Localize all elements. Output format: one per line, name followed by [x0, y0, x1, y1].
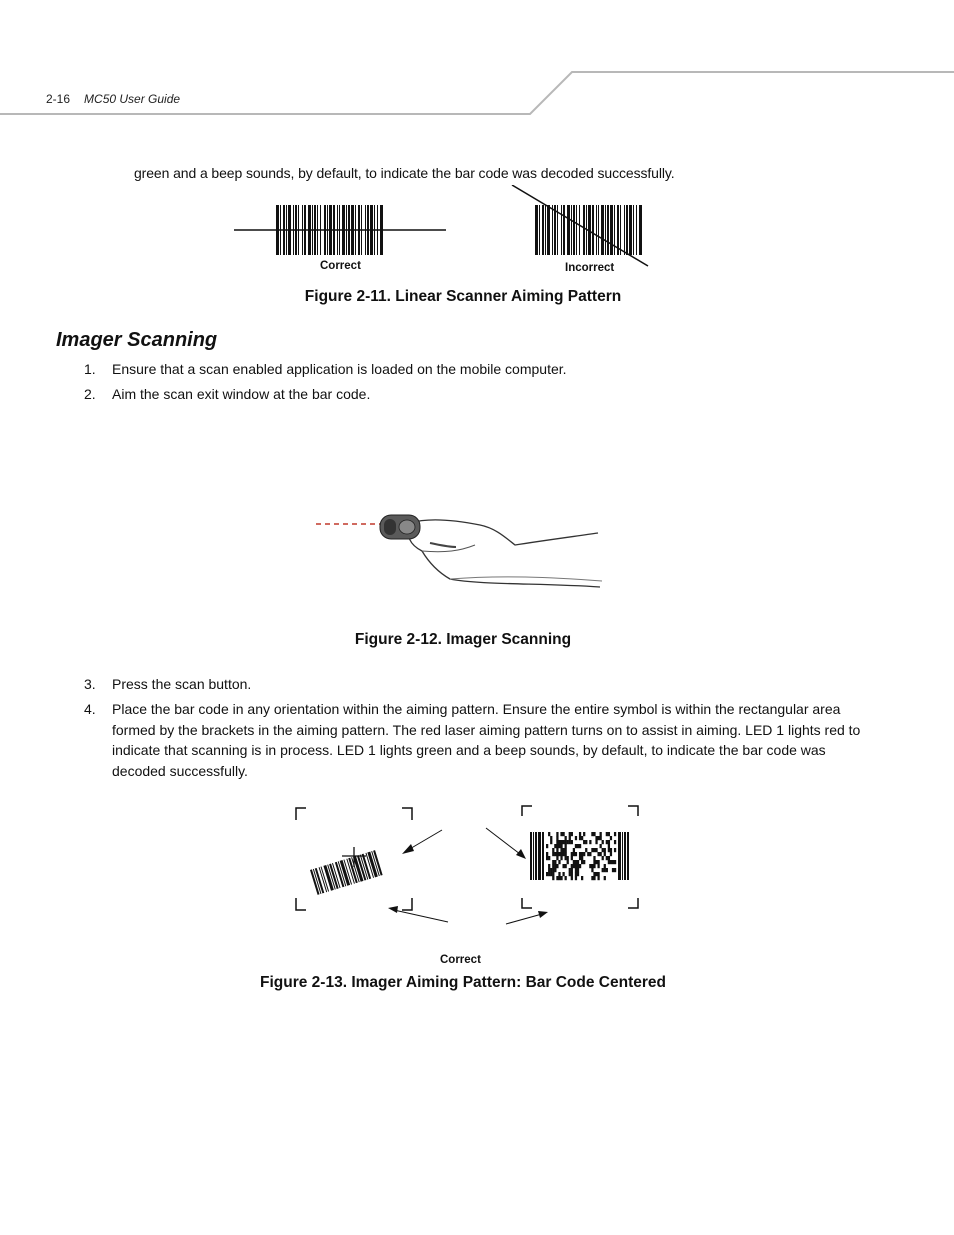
step-text: Aim the scan exit window at the bar code.	[112, 386, 371, 402]
step-number: 2.	[84, 386, 96, 402]
barcode-module	[597, 860, 599, 864]
barcode-module	[569, 836, 571, 840]
barcode-module	[562, 864, 564, 868]
barcode-module	[583, 860, 585, 864]
barcode-module	[552, 852, 554, 856]
step-number: 3.	[84, 676, 96, 692]
barcode-module	[577, 860, 579, 864]
label-correct-imager: Correct	[440, 954, 481, 966]
label-correct: Correct	[320, 260, 361, 272]
step-2	[84, 384, 874, 405]
step-number: 4.	[84, 701, 96, 717]
barcode-module	[560, 876, 562, 880]
barcode-module	[575, 868, 577, 872]
barcode-bar	[573, 205, 575, 255]
barcode-module	[558, 844, 560, 848]
barcode-module	[556, 856, 558, 860]
barcode-module	[565, 852, 567, 856]
barcode-bar	[533, 832, 534, 880]
barcode-module	[575, 876, 577, 880]
barcode-module	[571, 840, 573, 844]
barcode-module	[556, 848, 558, 852]
barcode-bar	[583, 205, 585, 255]
barcode-bar	[633, 205, 634, 255]
barcode-module	[612, 860, 614, 864]
page-number: 2-16	[46, 92, 71, 106]
barcode-module	[552, 868, 554, 872]
step-1	[84, 359, 874, 380]
barcode-module	[604, 852, 606, 856]
barcode-module	[579, 864, 581, 868]
barcode-bar	[561, 205, 562, 255]
barcode-module	[581, 836, 583, 840]
barcode-bar	[576, 205, 577, 255]
barcode-module	[548, 872, 550, 876]
barcode-module	[591, 864, 593, 868]
barcode-module	[581, 852, 583, 856]
barcode-module	[593, 856, 595, 860]
barcode-module	[577, 868, 579, 872]
barcode-module	[583, 852, 585, 856]
barcode-module	[593, 864, 595, 868]
barcode-module	[610, 836, 612, 840]
barcode-bar	[579, 205, 580, 255]
barcode-module	[585, 848, 587, 852]
barcode-module	[571, 864, 573, 868]
barcode-module	[591, 868, 593, 872]
barcode-bar	[596, 205, 597, 255]
barcode-bar	[538, 832, 541, 880]
barcode-module	[546, 872, 548, 876]
barcode-module	[579, 852, 581, 856]
step-text: Press the scan button.	[112, 676, 252, 692]
barcode-module	[548, 856, 550, 860]
barcode-module	[552, 864, 554, 868]
barcode-module	[602, 856, 604, 860]
barcode-module	[597, 852, 599, 856]
barcode-module	[575, 860, 577, 864]
scanner-device	[380, 515, 420, 539]
barcode-module	[546, 852, 548, 856]
barcode-module	[554, 844, 556, 848]
barcode-module	[595, 840, 597, 844]
barcode-module	[597, 864, 599, 868]
figure-11-caption: Figure 2-11. Linear Scanner Aiming Pattern	[304, 288, 622, 305]
barcode-module	[602, 848, 604, 852]
barcode-module	[593, 872, 595, 876]
barcode-module	[562, 852, 564, 856]
barcode-pdf417	[530, 832, 629, 880]
barcode-module	[600, 832, 602, 836]
barcode-module	[556, 852, 558, 856]
barcode-module	[575, 864, 577, 868]
barcode-bar	[610, 205, 613, 255]
barcode-module	[602, 868, 604, 872]
figure-12-caption: Figure 2-12. Imager Scanning	[354, 631, 572, 648]
barcode-module	[579, 836, 581, 840]
barcode-module	[593, 848, 595, 852]
figure-linear-aiming-pattern	[230, 185, 670, 280]
document-title: MC50 User Guide	[84, 92, 181, 106]
barcode-module	[573, 860, 575, 864]
barcode-module	[608, 860, 610, 864]
barcode-bar	[545, 205, 546, 255]
barcode-bar	[542, 832, 544, 880]
barcode-module	[612, 868, 614, 872]
barcode-bar	[567, 205, 570, 255]
barcode-rotated-linear	[310, 850, 383, 895]
barcode-module	[550, 840, 552, 844]
barcode-module	[577, 844, 579, 848]
barcode-module	[565, 836, 567, 840]
barcode-bar	[622, 832, 623, 880]
barcode-module	[569, 868, 571, 872]
barcode-module	[554, 864, 556, 868]
barcode-module	[560, 852, 562, 856]
barcode-module	[600, 836, 602, 840]
barcode-module	[560, 844, 562, 848]
barcode-module	[577, 872, 579, 876]
barcode-module	[595, 848, 597, 852]
barcode-module	[548, 868, 550, 872]
barcode-module	[583, 840, 585, 844]
barcode-module	[587, 852, 589, 856]
barcode-module	[550, 868, 552, 872]
barcode-module	[548, 864, 550, 868]
barcode-module	[606, 840, 608, 844]
barcode-module	[614, 832, 616, 836]
barcode-module	[579, 844, 581, 848]
barcode-module	[556, 844, 558, 848]
barcode-bar	[598, 205, 599, 255]
barcode-module	[571, 868, 573, 872]
barcode-bar	[618, 832, 621, 880]
barcode-module	[558, 872, 560, 876]
barcode-bar	[620, 205, 621, 255]
section-heading-imager-scanning: Imager Scanning	[56, 329, 218, 351]
barcode-module	[554, 852, 556, 856]
barcode-module	[571, 852, 573, 856]
barcode-module	[565, 864, 567, 868]
figure-imager-aiming-pattern	[290, 800, 650, 970]
barcode-module	[597, 872, 599, 876]
barcode-module	[606, 868, 608, 872]
barcode-module	[558, 860, 560, 864]
barcode-module	[562, 840, 564, 844]
barcode-module	[577, 864, 579, 868]
barcode-module	[575, 852, 577, 856]
intro-paragraph: green and a beep sounds, by default, to indicate the bar code was decoded successfully.	[134, 165, 675, 181]
barcode-module	[565, 848, 567, 852]
barcode-module	[614, 868, 616, 872]
barcode-module	[573, 864, 575, 868]
barcode-bar	[539, 205, 540, 255]
barcode-module	[606, 832, 608, 836]
barcode-module	[560, 856, 562, 860]
barcode-module	[604, 848, 606, 852]
barcode-module	[602, 840, 604, 844]
barcode-module	[593, 860, 595, 864]
barcode-module	[589, 864, 591, 868]
barcode-bar	[601, 205, 604, 255]
barcode-bar	[592, 205, 594, 255]
barcode-module	[571, 872, 573, 876]
barcode-module	[556, 864, 558, 868]
barcode-module	[546, 844, 548, 848]
barcode-module	[560, 848, 562, 852]
barcode-module	[610, 848, 612, 852]
barcode-module	[604, 876, 606, 880]
barcode-module	[556, 832, 558, 836]
barcode-module	[608, 856, 610, 860]
barcode-module	[562, 832, 564, 836]
barcode-module	[589, 840, 591, 844]
barcode-module	[581, 860, 583, 864]
barcode-module	[565, 844, 567, 848]
barcode-module	[567, 860, 569, 864]
barcode-module	[614, 840, 616, 844]
barcode-bar	[530, 832, 532, 880]
barcode-module	[571, 832, 573, 836]
barcode-module	[565, 840, 567, 844]
barcode-bar	[535, 205, 538, 255]
barcode-module	[550, 872, 552, 876]
barcode-bar	[636, 205, 637, 255]
barcode-module	[606, 856, 608, 860]
barcode-module	[567, 840, 569, 844]
barcode-module	[614, 848, 616, 852]
barcode-module	[579, 856, 581, 860]
barcode-module	[608, 848, 610, 852]
barcode-module	[556, 876, 558, 880]
barcode-module	[579, 832, 581, 836]
barcode-module	[569, 872, 571, 876]
step-text: Ensure that a scan enabled application is loaded on the mobile computer.	[112, 361, 567, 377]
barcode-module	[560, 832, 562, 836]
barcode-bar	[535, 832, 537, 880]
barcode-module	[575, 872, 577, 876]
barcode-bar	[627, 832, 629, 880]
barcode-module	[604, 864, 606, 868]
barcode-bar	[571, 205, 572, 255]
step-3	[84, 674, 874, 695]
barcode-module	[558, 840, 560, 844]
barcode-module	[597, 876, 599, 880]
barcode-module	[573, 848, 575, 852]
barcode-module	[552, 872, 554, 876]
figure-13-caption: Figure 2-13. Imager Aiming Pattern: Bar Code Centered	[260, 974, 666, 991]
barcode-module	[554, 860, 556, 864]
barcode-bar	[552, 205, 553, 255]
step-number: 1.	[84, 361, 96, 377]
barcode-module	[593, 876, 595, 880]
barcode-bar	[626, 205, 628, 255]
barcode-module	[608, 844, 610, 848]
barcode-module	[571, 856, 573, 860]
barcode-module	[556, 836, 558, 840]
barcode-bar	[554, 205, 556, 255]
barcode-module	[562, 872, 564, 876]
barcode-module	[614, 860, 616, 864]
barcode-module	[585, 840, 587, 844]
barcode-module	[591, 848, 593, 852]
barcode-module	[589, 852, 591, 856]
barcode-bar	[614, 205, 615, 255]
barcode-module	[571, 876, 573, 880]
barcode-module	[558, 852, 560, 856]
barcode-module	[552, 876, 554, 880]
barcode-module	[591, 876, 593, 880]
barcode-bar	[629, 205, 632, 255]
barcode-module	[583, 832, 585, 836]
hand-illustration	[408, 520, 602, 587]
barcode-module	[581, 876, 583, 880]
barcode-module	[567, 856, 569, 860]
barcode-module	[595, 860, 597, 864]
barcode-module	[575, 836, 577, 840]
barcode-module	[573, 852, 575, 856]
barcode-module	[597, 836, 599, 840]
label-incorrect: Incorrect	[565, 262, 615, 274]
barcode-bar	[624, 205, 625, 255]
barcode-module	[569, 840, 571, 844]
barcode-module	[560, 840, 562, 844]
barcode-module	[546, 856, 548, 860]
page-header	[46, 92, 180, 106]
barcode-module	[565, 876, 567, 880]
step-4	[84, 699, 874, 781]
barcode-module	[595, 836, 597, 840]
barcode-module	[595, 872, 597, 876]
barcode-bar	[605, 205, 606, 255]
barcode-bar	[547, 205, 550, 255]
barcode-module	[558, 876, 560, 880]
barcode-module	[562, 848, 564, 852]
barcode-module	[552, 848, 554, 852]
barcode-bar	[542, 205, 544, 255]
barcode-module	[548, 832, 550, 836]
barcode-module	[608, 840, 610, 844]
barcode-module	[581, 856, 583, 860]
barcode-module	[610, 852, 612, 856]
barcode-module	[556, 840, 558, 844]
barcode-module	[554, 868, 556, 872]
barcode-module	[569, 832, 571, 836]
barcode-module	[593, 832, 595, 836]
barcode-module	[552, 860, 554, 864]
barcode-bar	[624, 832, 626, 880]
barcode-module	[600, 844, 602, 848]
barcode-bar	[639, 205, 642, 255]
figure-imager-scanning-illustration	[310, 495, 610, 600]
barcode-module	[575, 844, 577, 848]
barcode-module	[604, 868, 606, 872]
barcode-module	[610, 860, 612, 864]
barcode-module	[591, 832, 593, 836]
barcode-module	[600, 852, 602, 856]
barcode-bar	[563, 205, 565, 255]
barcode-module	[550, 836, 552, 840]
barcode-bar	[607, 205, 609, 255]
barcode-module	[565, 856, 567, 860]
barcode-module	[608, 832, 610, 836]
step-text: Place the bar code in any orientation within the aiming pattern. Ensure the entire symbol is within the rectangular area formed by the brackets in the aiming pattern. The red laser aiming pattern turns on to assist in aiming. LED 1 lights red to indicate that scanning is in process. LED 1 lights green and a beep sounds, by default, to indicate the bar code was decoded successfully.	[112, 701, 861, 779]
